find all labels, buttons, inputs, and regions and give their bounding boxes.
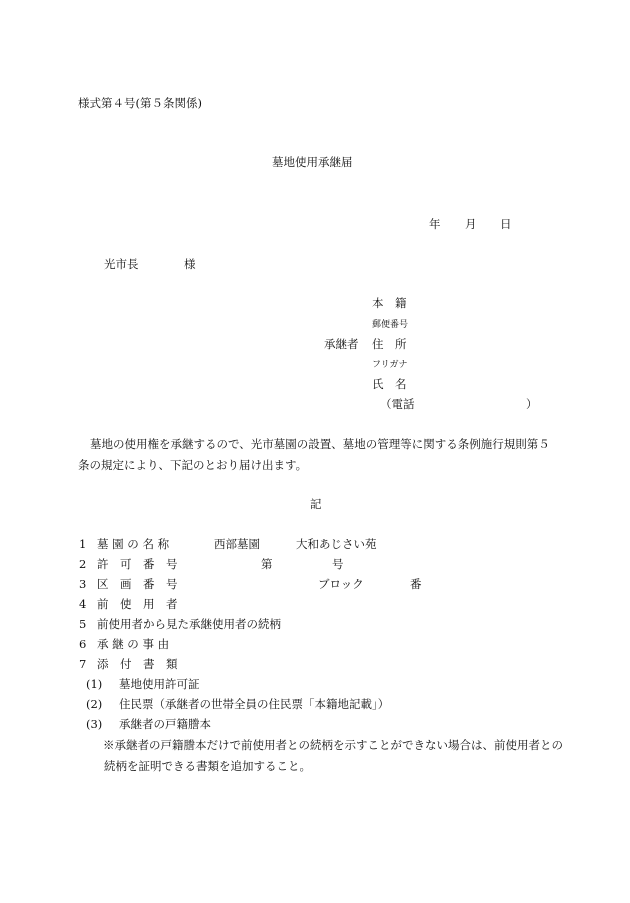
item-label-relationship: 前使用者から見た承継使用者の続柄 xyxy=(97,617,281,631)
addressee-honorific: 様 xyxy=(184,257,196,271)
address-label: 住 所 xyxy=(372,337,407,351)
item-label-permit-number: 許 可 番 号 xyxy=(97,557,178,571)
item-label-plot-number: 区 画 番 号 xyxy=(97,577,178,591)
item-label-attachments: 添 付 書 類 xyxy=(97,657,178,671)
item-number: 4 xyxy=(79,597,87,611)
item-number: 3 xyxy=(79,577,87,591)
attachment-family-register: 承継者の戸籍謄本 xyxy=(119,717,211,731)
phone-close-paren: ） xyxy=(526,397,538,411)
item-label-cemetery-name: 墓 園 の 名 称 xyxy=(97,537,170,551)
date-day: 日 xyxy=(500,217,512,231)
successor-label: 承継者 xyxy=(324,337,359,351)
permit-suffix: 号 xyxy=(332,557,344,571)
item-number: 2 xyxy=(79,557,87,571)
date-year: 年 xyxy=(429,217,441,231)
attachment-permit: 墓地使用許可証 xyxy=(119,677,200,691)
item-number: 6 xyxy=(79,637,87,651)
note-text: ※承継者の戸籍謄本だけで前使用者との続柄を示すことができない場合は、前使用者との続柄を証明できる書類を追加すること。 xyxy=(103,738,563,773)
item-number: 7 xyxy=(79,657,87,671)
addressee-city: 光市長 xyxy=(104,257,139,271)
attachment-number: (3) xyxy=(86,717,103,731)
date-month: 月 xyxy=(465,217,477,231)
permit-prefix: 第 xyxy=(261,557,273,571)
form-label: 様式第４号(第５条関係) xyxy=(78,96,202,110)
attachment-number: (2) xyxy=(86,697,103,711)
item-label-succession-reason: 承 継 の 事 由 xyxy=(97,637,170,651)
item-label-previous-user: 前 使 用 者 xyxy=(97,597,178,611)
furigana-label: フリガナ xyxy=(372,360,408,370)
cemetery-option-seibu: 西部墓園 xyxy=(214,537,260,551)
block-label: ブロック xyxy=(318,577,364,591)
attachment-resident-record: 住民票（承継者の世帯全員の住民票「本籍地記載」） xyxy=(119,697,390,711)
item-number: 1 xyxy=(79,537,87,551)
name-label: 氏 名 xyxy=(372,377,407,391)
honseki-label: 本 籍 xyxy=(372,296,407,310)
phone-label: （電話 xyxy=(380,397,415,411)
body-paragraph: 墓地の使用権を承継するので、光市墓園の設置、墓地の管理等に関する条例施行規則第５条の規定により、下記のとおり届け出ます。 xyxy=(78,437,550,472)
postal-code-label: 郵便番号 xyxy=(372,320,409,330)
item-number: 5 xyxy=(79,617,87,631)
document-title: 墓地使用承継届 xyxy=(272,155,353,169)
ki-heading: 記 xyxy=(310,497,322,511)
attachment-number: (1) xyxy=(86,677,103,691)
cemetery-option-yamato: 大和あじさい苑 xyxy=(296,537,377,551)
plot-suffix: 番 xyxy=(410,577,422,591)
